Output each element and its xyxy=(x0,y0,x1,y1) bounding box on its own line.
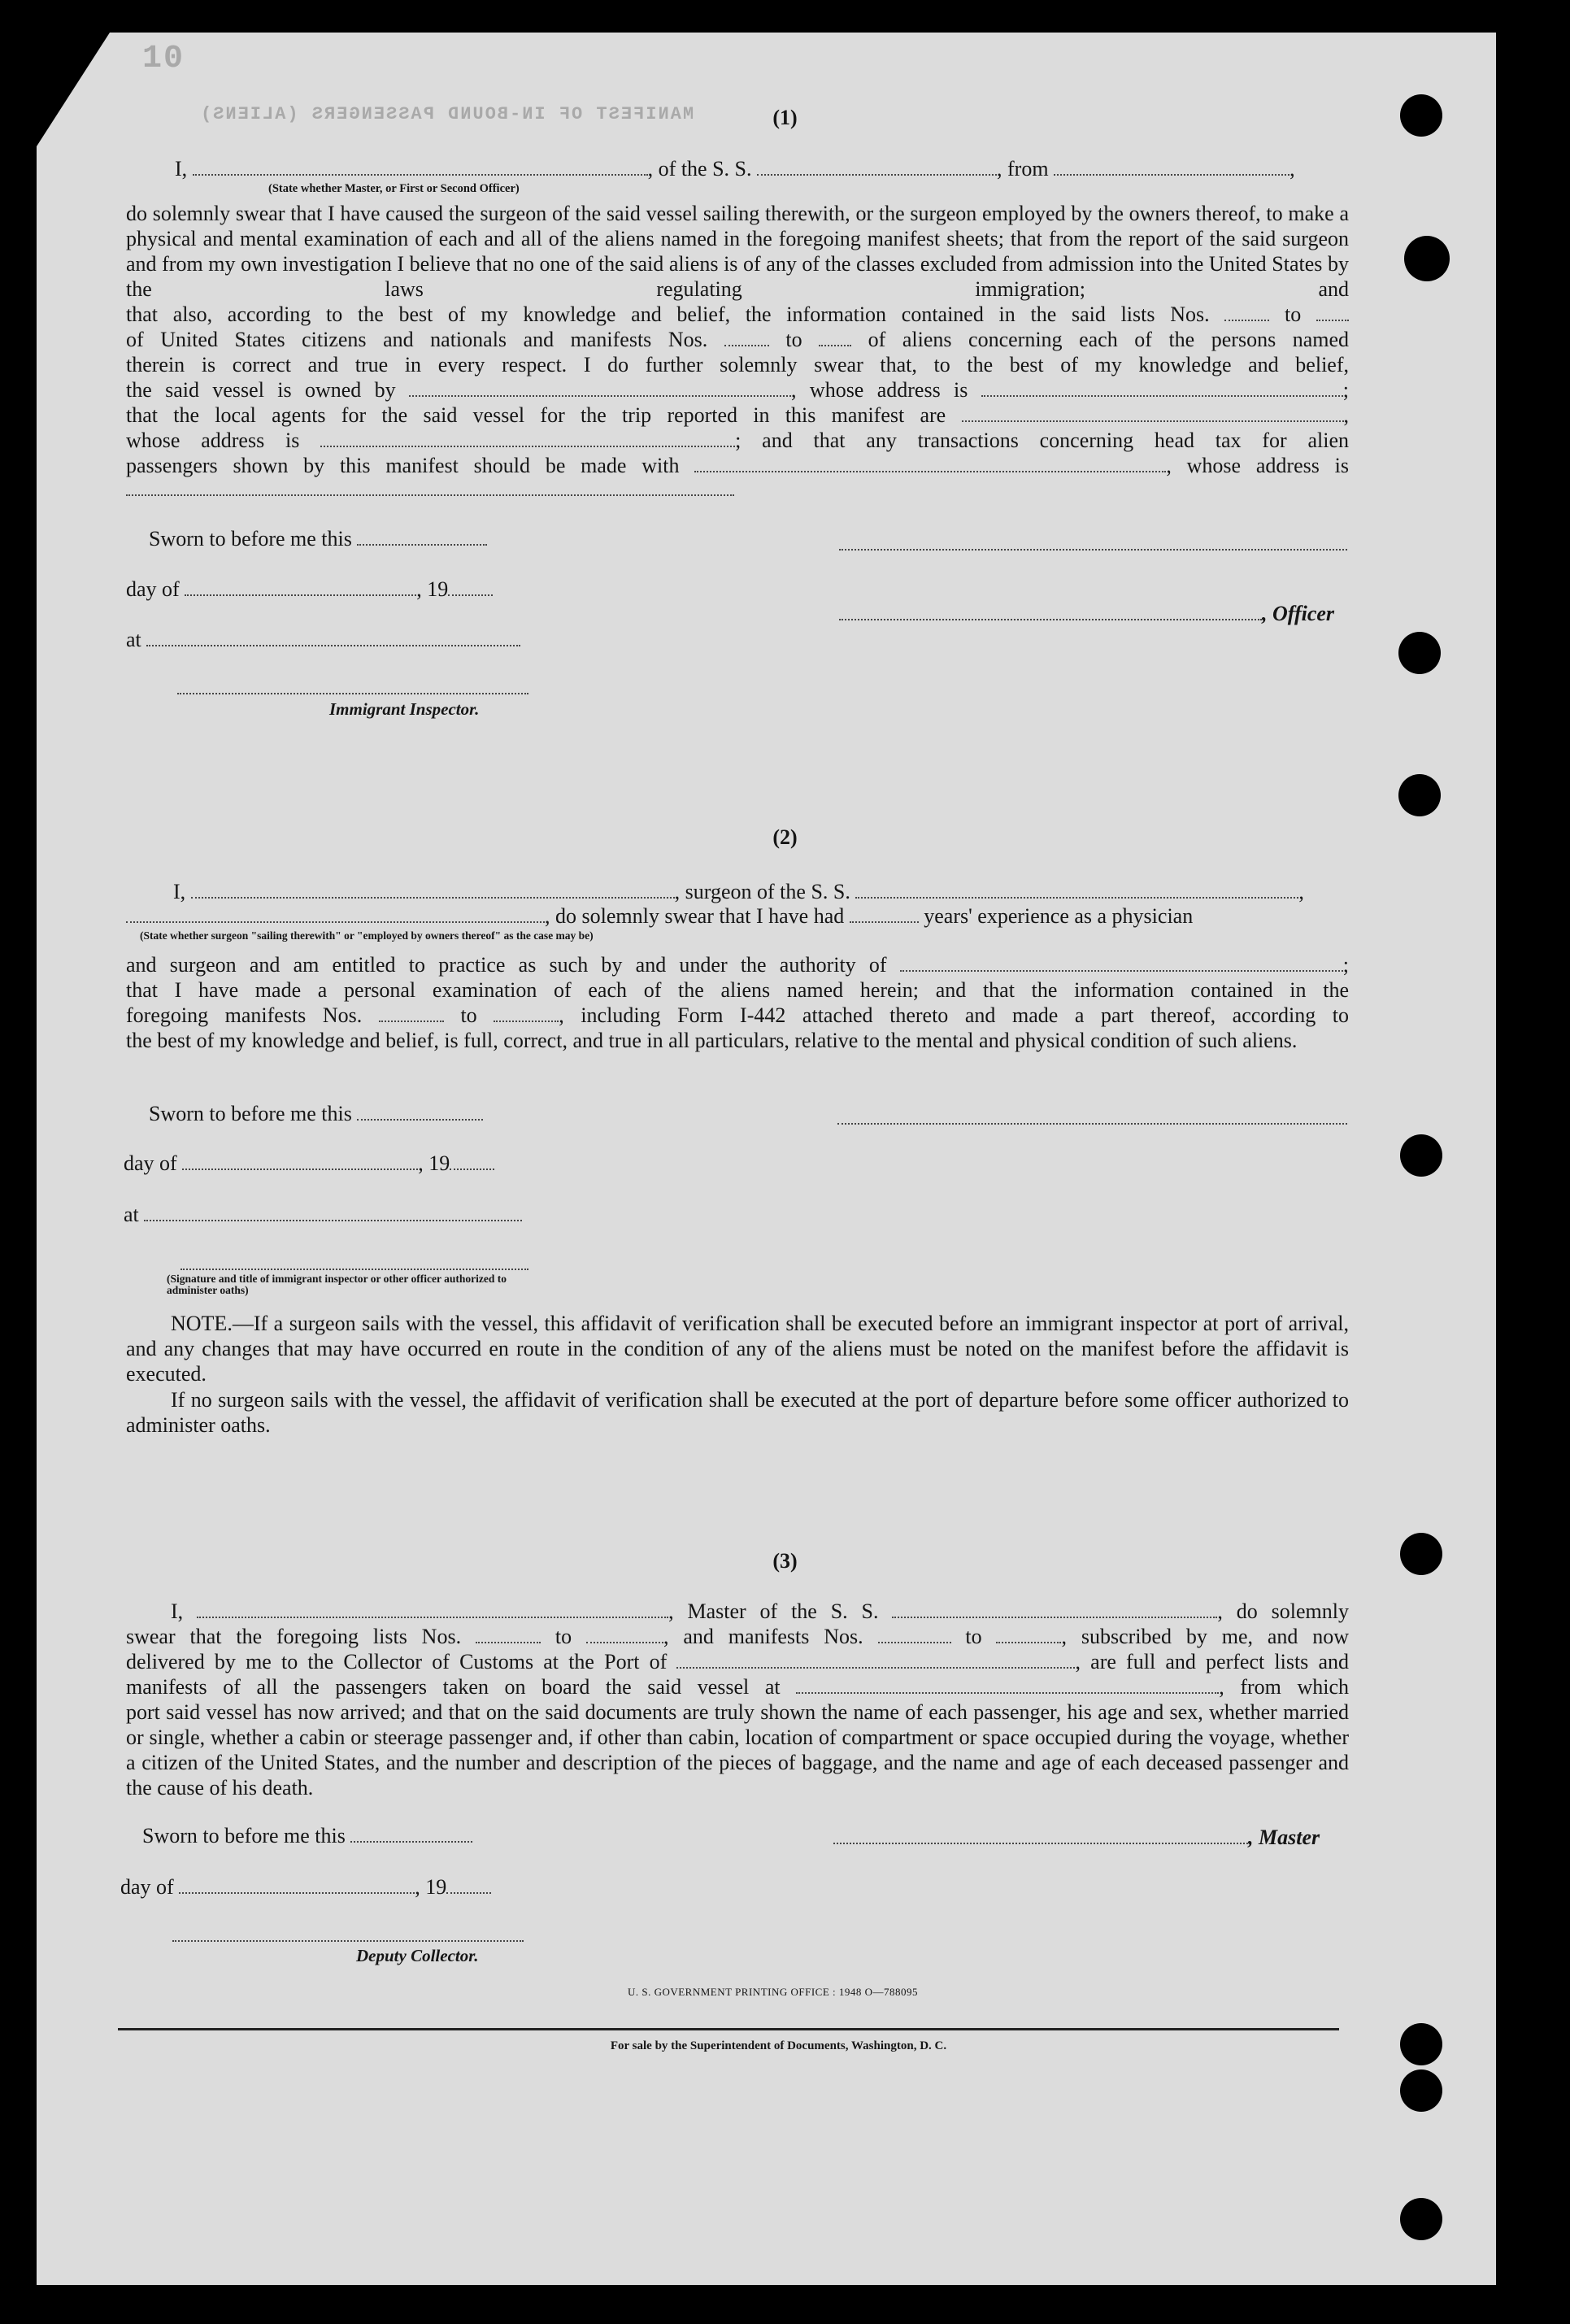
section-1-manifests-line xyxy=(126,327,1349,352)
manifests-to-field[interactable] xyxy=(819,344,851,346)
section-2-number: (2) xyxy=(772,825,798,849)
deputy-collector-label: Deputy Collector. xyxy=(356,1946,479,1965)
surgeon-signature-line[interactable] xyxy=(837,1123,1347,1125)
owner-field[interactable] xyxy=(409,394,791,397)
s3-to-2: to xyxy=(965,1625,982,1648)
section-1-owner-line xyxy=(126,377,1349,403)
s1-to-2: to xyxy=(785,328,802,351)
surgeon-status-field[interactable] xyxy=(126,920,545,923)
s2-manifests-to-field[interactable] xyxy=(494,1020,559,1022)
section-3-line-3 xyxy=(126,1649,1349,1674)
section-2-authority-line xyxy=(126,952,1349,977)
s3-master-line: , Master xyxy=(833,1826,1320,1850)
inspector-signature-line[interactable] xyxy=(177,693,528,694)
s1-agents-a: that the local agents for the said vessel for the trip reported in this manifest are xyxy=(126,403,946,427)
for-sale-note: For sale by the Superintendent of Documents, Washington, D. C. xyxy=(610,2039,947,2052)
head-tax-address-field[interactable] xyxy=(126,494,734,496)
s2-form-b: , including Form I-442 attached thereto and made a part thereof, according to xyxy=(559,1003,1349,1027)
s2-year-field[interactable] xyxy=(450,1168,494,1170)
section-2-line-1 xyxy=(126,879,1349,904)
officer-title-field[interactable] xyxy=(839,618,1262,620)
s1-month-field[interactable] xyxy=(185,594,416,596)
s1-addr-a: whose address is xyxy=(126,429,300,452)
section-3-line-2 xyxy=(126,1624,1349,1649)
faint-stamp: MANIFEST OF IN-BOUND PASSENGERS (ALIENS) xyxy=(199,104,694,124)
s1-year-field[interactable] xyxy=(448,594,493,596)
s2-line2-a: , do solemnly swear that I have had xyxy=(545,904,845,928)
s3-line3-a: delivered by me to the Collector of Customs at the Port of xyxy=(126,1650,668,1673)
s3-line4-a: manifests of all the passengers taken on board the said vessel at xyxy=(126,1675,781,1699)
s1-agents-b: , xyxy=(1343,403,1350,427)
head-tax-field[interactable] xyxy=(694,470,1166,472)
section-2-line-2 xyxy=(126,903,1349,929)
section-1-number: (1) xyxy=(772,106,798,129)
s1-addr-b: ; and that any transactions concerning head tax for alien xyxy=(735,429,1349,452)
s2-surgeon: , surgeon of the S. S. xyxy=(674,880,850,903)
s3-line3-b: , are full and perfect lists and xyxy=(1075,1650,1349,1673)
s3-line2-b: , and manifests Nos. xyxy=(663,1625,863,1648)
agents-address-field[interactable] xyxy=(320,445,735,447)
s3-end: , do solemnly xyxy=(1217,1599,1349,1623)
s2-place-field[interactable] xyxy=(144,1219,522,1221)
section-2-note: (State whether surgeon "sailing therewith" or "employed by owners thereof" as the case may be) xyxy=(140,929,594,942)
vessel-name-field[interactable] xyxy=(757,173,997,176)
s1-end: , xyxy=(1289,157,1295,181)
s1-pass-a: passengers shown by this manifest should be made with xyxy=(126,454,680,477)
section-1-body-b: therein is correct and true in every respect. I do further solemnly swear that, to the best of my knowledge and belief, xyxy=(126,353,1349,376)
s3-line2-c: , subscribed by me, and now xyxy=(1061,1625,1350,1648)
s2-auth-a: and surgeon and am entitled to practice as such by and under the authority of xyxy=(126,953,887,977)
authority-field[interactable] xyxy=(900,969,1343,972)
s2-form-a: foregoing manifests Nos. xyxy=(126,1003,363,1027)
s3-day-of: day of , 19 xyxy=(120,1875,491,1900)
s2-day-of: day of , 19 xyxy=(124,1151,494,1176)
section-1-body-a: do solemnly swear that I have caused the surgeon of the said vessel sailing therewith, or the surgeon employed by the owners thereof, to make a physical and mental examination of each and all of the aliens named in the foregoing manifest sheets; that from the report of the said surgeon and from my own investigation I believe that no one of the said aliens is of any of the classes excluded from admission into the United States by the laws regulating immigration; and xyxy=(126,202,1349,301)
s3-sworn-date-field[interactable] xyxy=(350,1840,472,1843)
s1-owned-c: ; xyxy=(1342,378,1350,402)
section-1-address-line xyxy=(126,428,1349,453)
s2-sworn: Sworn to before me this xyxy=(149,1102,483,1126)
s1-pass-b: , whose address is xyxy=(1166,454,1349,477)
section-2-form-line xyxy=(126,1003,1349,1028)
s1-lists-a: that also, according to the best of my knowledge and belief, the information contained in the said lists Nos. xyxy=(126,302,1210,326)
s3-sworn: Sworn to before me this xyxy=(142,1824,472,1848)
s1-place-field[interactable] xyxy=(146,644,520,646)
s3-to: to xyxy=(555,1625,572,1648)
officer-signature-line[interactable] xyxy=(839,549,1347,551)
s1-sworn-date-field[interactable] xyxy=(357,543,487,546)
printing-office-imprint: U. S. GOVERNMENT PRINTING OFFICE : 1948 O—788095 xyxy=(627,1986,919,1998)
section-1-passengers-line xyxy=(126,453,1349,478)
s2-i: I, xyxy=(173,880,186,903)
port-field[interactable] xyxy=(676,1666,1075,1669)
surgeon-name-field[interactable] xyxy=(191,896,675,899)
lists-to-field[interactable] xyxy=(1316,319,1349,321)
section-3-line-4 xyxy=(126,1674,1349,1699)
faint-page-number: 10 xyxy=(142,41,185,77)
section-2-note-text: NOTE.—If a surgeon sails with the vessel, this affidavit of verification shall be executed before an immigrant inspector at port of arrival, and any changes that may have occurred en route in the condition of any of the aliens must be noted on the manifest before the affidavit is executed. xyxy=(126,1312,1349,1386)
s3-i: I, xyxy=(171,1599,184,1623)
s3-lists-from-field[interactable] xyxy=(476,1641,541,1643)
section-1-line-1 xyxy=(126,156,1349,181)
binder-hole xyxy=(1398,774,1441,816)
s3-line4-b: , from which xyxy=(1219,1675,1349,1699)
s1-owned-b: , whose address is xyxy=(791,378,968,402)
binder-hole xyxy=(1400,2198,1442,2240)
s2-official-signature-line[interactable] xyxy=(180,1269,528,1270)
s2-line2-b: years' experience as a physician xyxy=(924,904,1194,928)
boarding-port-field[interactable] xyxy=(796,1691,1219,1694)
s3-line2-a: swear that the foregoing lists Nos. xyxy=(126,1625,462,1648)
s1-from: , from xyxy=(997,157,1049,181)
s2-signature-note: (Signature and title of immigrant inspector or other officer authorized to administer oaths) xyxy=(167,1273,507,1296)
s3-year-field[interactable] xyxy=(446,1891,491,1894)
lists-from-field[interactable] xyxy=(1224,319,1269,321)
s3-vessel-field[interactable] xyxy=(892,1616,1217,1618)
master-signature-field[interactable] xyxy=(833,1842,1248,1844)
officer-name-field[interactable] xyxy=(193,173,648,176)
s1-at: at xyxy=(126,628,520,652)
section-3-line-1 xyxy=(126,1599,1349,1624)
section-1-note: (State whether Master, or First or Second Officer) xyxy=(268,182,520,195)
section-2-body-b: the best of my knowledge and belief, is full, correct, and true in all particulars, relative to the mental and physical condition of such aliens. xyxy=(126,1029,1298,1052)
s1-officer-line: , Officer xyxy=(839,602,1334,626)
s3-month-field[interactable] xyxy=(179,1891,415,1894)
binder-hole xyxy=(1398,632,1441,674)
binder-hole xyxy=(1404,236,1450,281)
s3-lists-to-field[interactable] xyxy=(586,1641,663,1643)
s3-master: , Master of the S. S. xyxy=(668,1599,879,1623)
s2-to: to xyxy=(460,1003,477,1027)
s1-owned-a: the said vessel is owned by xyxy=(126,378,396,402)
section-2-body-a: that I have made a personal examination of each of the aliens named herein; and that the information contained in the xyxy=(126,978,1349,1002)
binder-hole xyxy=(1400,2069,1442,2112)
owner-address-field[interactable] xyxy=(981,394,1343,397)
section-3-body: port said vessel has now arrived; and that on the said documents are truly shown the name of each passenger, his age and sex, whether married or single, whether a cabin or steerage passenger and, if other than cabin, location of compartment or space occupied during the voyage, whether a citizen of the United States, and the number and description of the pieces of baggage, and the name and age of each deceased passenger and the cause of his death. xyxy=(126,1700,1349,1800)
section-1-agents-line xyxy=(126,403,1349,428)
s1-to: to xyxy=(1285,302,1302,326)
s3-manifests-to-field[interactable] xyxy=(996,1641,1061,1643)
immigrant-inspector-label: Immigrant Inspector. xyxy=(329,699,480,719)
binder-hole xyxy=(1400,1134,1442,1177)
section-3-number: (3) xyxy=(772,1549,798,1573)
years-experience-field[interactable] xyxy=(850,920,919,923)
s2-sworn-date-field[interactable] xyxy=(357,1118,483,1121)
footer-rule xyxy=(118,2028,1339,2030)
agents-field[interactable] xyxy=(962,420,1344,422)
s1-lists-b: of United States citizens and nationals and manifests Nos. xyxy=(126,328,708,351)
s1-sworn: Sworn to before me this xyxy=(149,527,487,551)
manifests-from-field[interactable] xyxy=(724,344,769,346)
master-name-field[interactable] xyxy=(197,1616,668,1618)
s2-month-field[interactable] xyxy=(182,1168,418,1170)
deputy-collector-signature-line[interactable] xyxy=(172,1940,524,1942)
section-2-note-text-2: If no surgeon sails with the vessel, the affidavit of verification shall be executed at the port of departure before some officer authorized to administer oaths. xyxy=(126,1388,1349,1437)
s2-at: at xyxy=(124,1203,522,1227)
s3-manifests-from-field[interactable] xyxy=(878,1641,951,1643)
s1-of: , of the S. S. xyxy=(647,157,752,181)
s2-vessel-field[interactable] xyxy=(855,896,1298,899)
s1-lists-c: of aliens concerning each of the persons named xyxy=(868,328,1350,351)
s2-auth-b: ; xyxy=(1342,953,1350,977)
s2-manifests-from-field[interactable] xyxy=(379,1020,444,1022)
s2-end: , xyxy=(1298,880,1304,903)
departure-port-field[interactable] xyxy=(1054,173,1289,176)
s1-i: I, xyxy=(175,157,188,181)
section-1-lists-line xyxy=(126,302,1349,327)
s1-day-of: day of , 19 xyxy=(126,577,493,602)
